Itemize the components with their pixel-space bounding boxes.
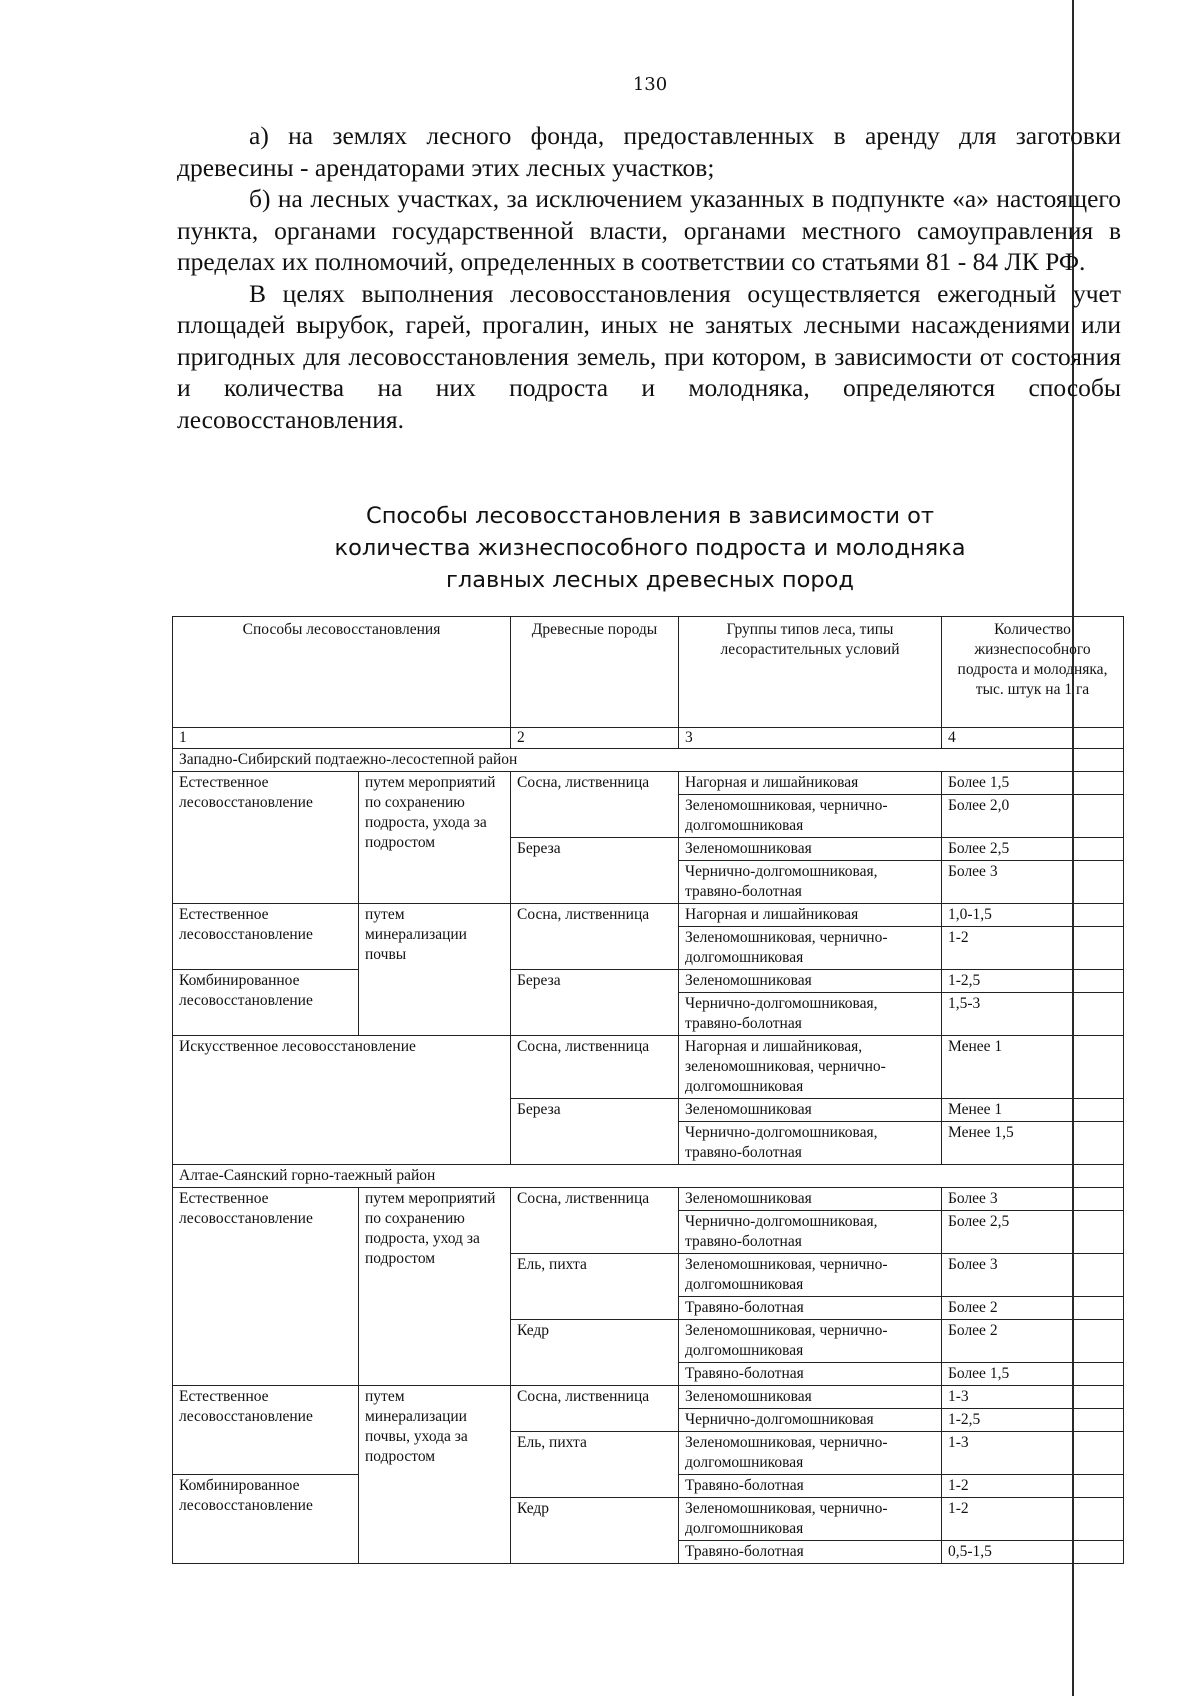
table-title-line: главных лесных древесных пород <box>446 567 854 593</box>
quantity-cell: 1-2,5 <box>942 1409 1124 1432</box>
column-number-row <box>173 728 1124 749</box>
table-row <box>173 1386 1124 1409</box>
quantity-cell: 1-2,5 <box>942 970 1124 993</box>
forest-type-cell: Травяно-болотная <box>679 1363 942 1386</box>
forest-type-cell: Чернично-долгомошниковая, травяно-болотная <box>679 1211 942 1254</box>
method-detail-cell: путем минерализации почвы, ухода за подростом <box>359 1386 511 1564</box>
quantity-cell: 1,5-3 <box>942 993 1124 1036</box>
column-number: 3 <box>679 728 942 749</box>
table-row <box>173 904 1124 927</box>
method-cell: Естественное лесовосстановление <box>173 1386 359 1475</box>
species-cell: Ель, пихта <box>511 1432 679 1498</box>
region-row <box>173 749 1124 772</box>
species-cell: Сосна, лиственница <box>511 1386 679 1432</box>
table-header-row <box>173 617 1124 728</box>
species-cell: Сосна, лиственница <box>511 1188 679 1254</box>
table-title-line: Способы лесовосстановления в зависимости от <box>365 503 935 529</box>
method-detail-cell: путем минерализации почвы <box>359 904 511 1036</box>
species-cell: Кедр <box>511 1320 679 1386</box>
quantity-cell: Более 2,5 <box>942 1211 1124 1254</box>
method-detail-cell: путем мероприятий по сохранению подроста, ухода за подростом <box>359 772 511 904</box>
method-cell: Естественное лесовосстановление <box>173 772 359 904</box>
forest-type-cell: Зеленомошниковая <box>679 838 942 861</box>
method-cell: Естественное лесовосстановление <box>173 904 359 970</box>
quantity-cell: Более 2,0 <box>942 795 1124 838</box>
column-number: 2 <box>511 728 679 749</box>
region-name: Алтае-Саянский горно-таежный район <box>173 1165 1124 1188</box>
method-cell: Естественное лесовосстановление <box>173 1188 359 1386</box>
paragraph-b: б) на лесных участках, за исключением указанных в подпункте «а» настоящего пункта, органами государственной власти, органами местного самоуправления в пределах их полномочий, определенных в соответствии со статьями 81 - 84 ЛК РФ. <box>177 184 1121 276</box>
quantity-cell: 1-2 <box>942 1475 1124 1498</box>
region-row <box>173 1165 1124 1188</box>
forest-type-cell: Зеленомошниковая, чернично-долгомошниковая <box>679 1320 942 1363</box>
quantity-cell: Менее 1 <box>942 1099 1124 1122</box>
forest-type-cell: Зеленомошниковая, чернично-долгомошниковая <box>679 927 942 970</box>
header-quantity: Количество жизнеспособного подроста и молодняка, тыс. штук на 1 га <box>942 617 1124 728</box>
species-cell: Береза <box>511 970 679 1036</box>
quantity-cell: Более 2 <box>942 1320 1124 1363</box>
column-number: 4 <box>942 728 1124 749</box>
species-cell: Кедр <box>511 1498 679 1564</box>
page-number: 130 <box>632 74 668 95</box>
forest-type-cell: Чернично-долгомошниковая <box>679 1409 942 1432</box>
quantity-cell: Более 2 <box>942 1297 1124 1320</box>
species-cell: Береза <box>511 838 679 904</box>
forest-type-cell: Травяно-болотная <box>679 1475 942 1498</box>
header-species: Древесные породы <box>511 617 679 728</box>
quantity-cell: 1-2 <box>942 1498 1124 1541</box>
paragraph-a: а) на землях лесного фонда, предоставленных в аренду для заготовки древесины - арендаторами этих лесных участков; <box>177 121 1121 182</box>
reforestation-methods-table <box>172 616 1124 1564</box>
method-detail-cell: путем мероприятий по сохранению подроста, уход за подростом <box>359 1188 511 1386</box>
forest-type-cell: Зеленомошниковая <box>679 970 942 993</box>
header-forest-types: Группы типов леса, типы лесорастительных условий <box>679 617 942 728</box>
forest-type-cell: Зеленомошниковая, чернично-долгомошниковая <box>679 1432 942 1475</box>
species-cell: Сосна, лиственница <box>511 772 679 838</box>
column-number: 1 <box>173 728 511 749</box>
method-cell: Комбинированное лесовосстановление <box>173 1475 359 1564</box>
table-row <box>173 970 1124 993</box>
forest-type-cell: Зеленомошниковая <box>679 1386 942 1409</box>
table-row <box>173 1188 1124 1211</box>
forest-type-cell: Травяно-болотная <box>679 1297 942 1320</box>
quantity-cell: Более 3 <box>942 1188 1124 1211</box>
table-row <box>173 772 1124 795</box>
species-cell: Сосна, лиственница <box>511 904 679 970</box>
species-cell: Береза <box>511 1099 679 1165</box>
forest-type-cell: Чернично-долгомошниковая, травяно-болотная <box>679 861 942 904</box>
forest-type-cell: Нагорная и лишайниковая, зеленомошниковая, чернично-долгомошниковая <box>679 1036 942 1099</box>
forest-type-cell: Нагорная и лишайниковая <box>679 904 942 927</box>
quantity-cell: Более 3 <box>942 1254 1124 1297</box>
quantity-cell: Более 1,5 <box>942 1363 1124 1386</box>
table-row <box>173 1036 1124 1099</box>
forest-type-cell: Зеленомошниковая, чернично-долгомошниковая <box>679 1254 942 1297</box>
header-methods: Способы лесовосстановления <box>173 617 511 728</box>
quantity-cell: 1-3 <box>942 1432 1124 1475</box>
forest-type-cell: Зеленомошниковая <box>679 1099 942 1122</box>
forest-type-cell: Чернично-долгомошниковая, травяно-болотная <box>679 993 942 1036</box>
region-name: Западно-Сибирский подтаежно-лесостепной район <box>173 749 1124 772</box>
forest-type-cell: Зеленомошниковая, чернично-долгомошниковая <box>679 795 942 838</box>
quantity-cell: 1-2 <box>942 927 1124 970</box>
species-cell: Сосна, лиственница <box>511 1036 679 1099</box>
species-cell: Ель, пихта <box>511 1254 679 1320</box>
forest-type-cell: Зеленомошниковая, чернично-долгомошниковая <box>679 1498 942 1541</box>
quantity-cell: Менее 1,5 <box>942 1122 1124 1165</box>
table-title-line: количества жизнеспособного подроста и молодняка <box>334 535 966 561</box>
quantity-cell: Более 2,5 <box>942 838 1124 861</box>
body-text <box>177 120 1121 435</box>
paragraph-reforestation: В целях выполнения лесовосстановления осуществляется ежегодный учет площадей вырубок, гарей, прогалин, иных не занятых лесными насаждениями или пригодных для лесовосстановления земель, при котором, в зависимости от состояния и количества на них подроста и молодняка, определяются способы лесовосстановления. <box>177 278 1121 434</box>
quantity-cell: 1,0-1,5 <box>942 904 1124 927</box>
forest-type-cell: Нагорная и лишайниковая <box>679 772 942 795</box>
quantity-cell: Более 1,5 <box>942 772 1124 795</box>
table-title <box>180 500 1120 596</box>
quantity-cell: 1-3 <box>942 1386 1124 1409</box>
method-cell: Искусственное лесовосстановление <box>173 1036 511 1165</box>
method-cell: Комбинированное лесовосстановление <box>173 970 359 1036</box>
quantity-cell: 0,5-1,5 <box>942 1541 1124 1564</box>
forest-type-cell: Травяно-болотная <box>679 1541 942 1564</box>
quantity-cell: Менее 1 <box>942 1036 1124 1099</box>
forest-type-cell: Чернично-долгомошниковая, травяно-болотная <box>679 1122 942 1165</box>
forest-type-cell: Зеленомошниковая <box>679 1188 942 1211</box>
quantity-cell: Более 3 <box>942 861 1124 904</box>
